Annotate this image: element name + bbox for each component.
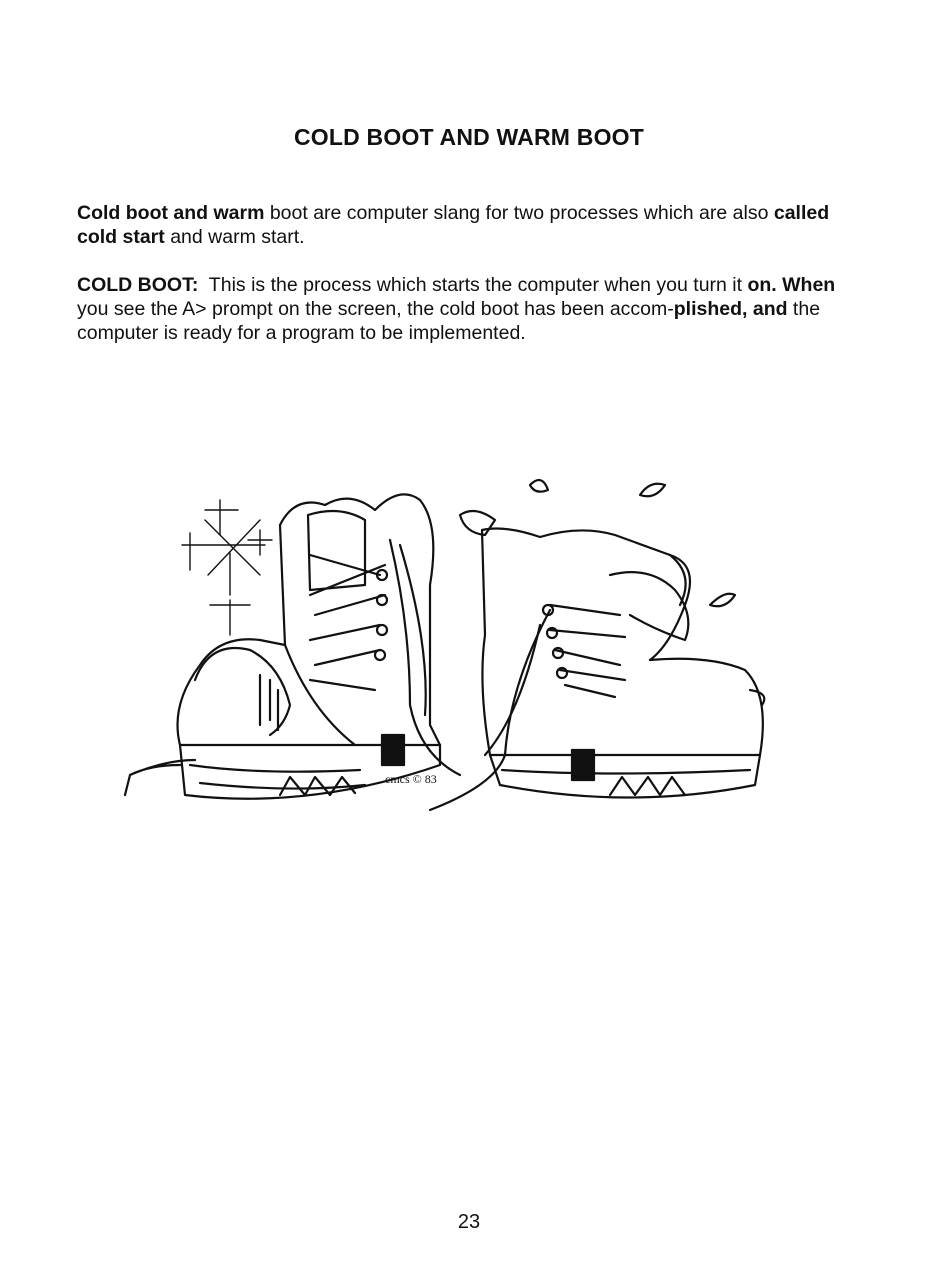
cold-boot-bold-3: plished, and	[673, 298, 788, 320]
frozen-boot-icon	[125, 494, 460, 798]
cold-boot-bold-2: on. When	[747, 274, 836, 296]
page-number: 23	[457, 1211, 481, 1233]
cold-boot-text-3: the computer is ready for a program to be implemented.	[77, 298, 821, 344]
intro-bold-1: Cold boot and warm	[77, 202, 265, 224]
frost-sparkle-icon	[182, 500, 272, 635]
cold-boot-text-1: This is the process which starts the computer when you turn it	[198, 274, 748, 296]
artist-signature: cmcs © 83	[385, 772, 437, 786]
warm-boot-icon	[430, 480, 764, 810]
cold-boot-text-2: you see the A> prompt on the screen, the cold boot has been accom-	[77, 298, 674, 320]
page-title: COLD BOOT AND WARM BOOT	[294, 124, 644, 150]
intro-text-1: boot are computer slang for two processes which are also	[264, 202, 774, 224]
cold-boot-paragraph	[77, 273, 847, 345]
cold-boot-term: COLD BOOT:	[77, 274, 199, 296]
boots-illustration	[110, 465, 790, 825]
intro-bold-2: called cold start	[77, 202, 830, 248]
intro-paragraph	[77, 201, 847, 249]
intro-text-2: and warm start.	[164, 226, 305, 248]
